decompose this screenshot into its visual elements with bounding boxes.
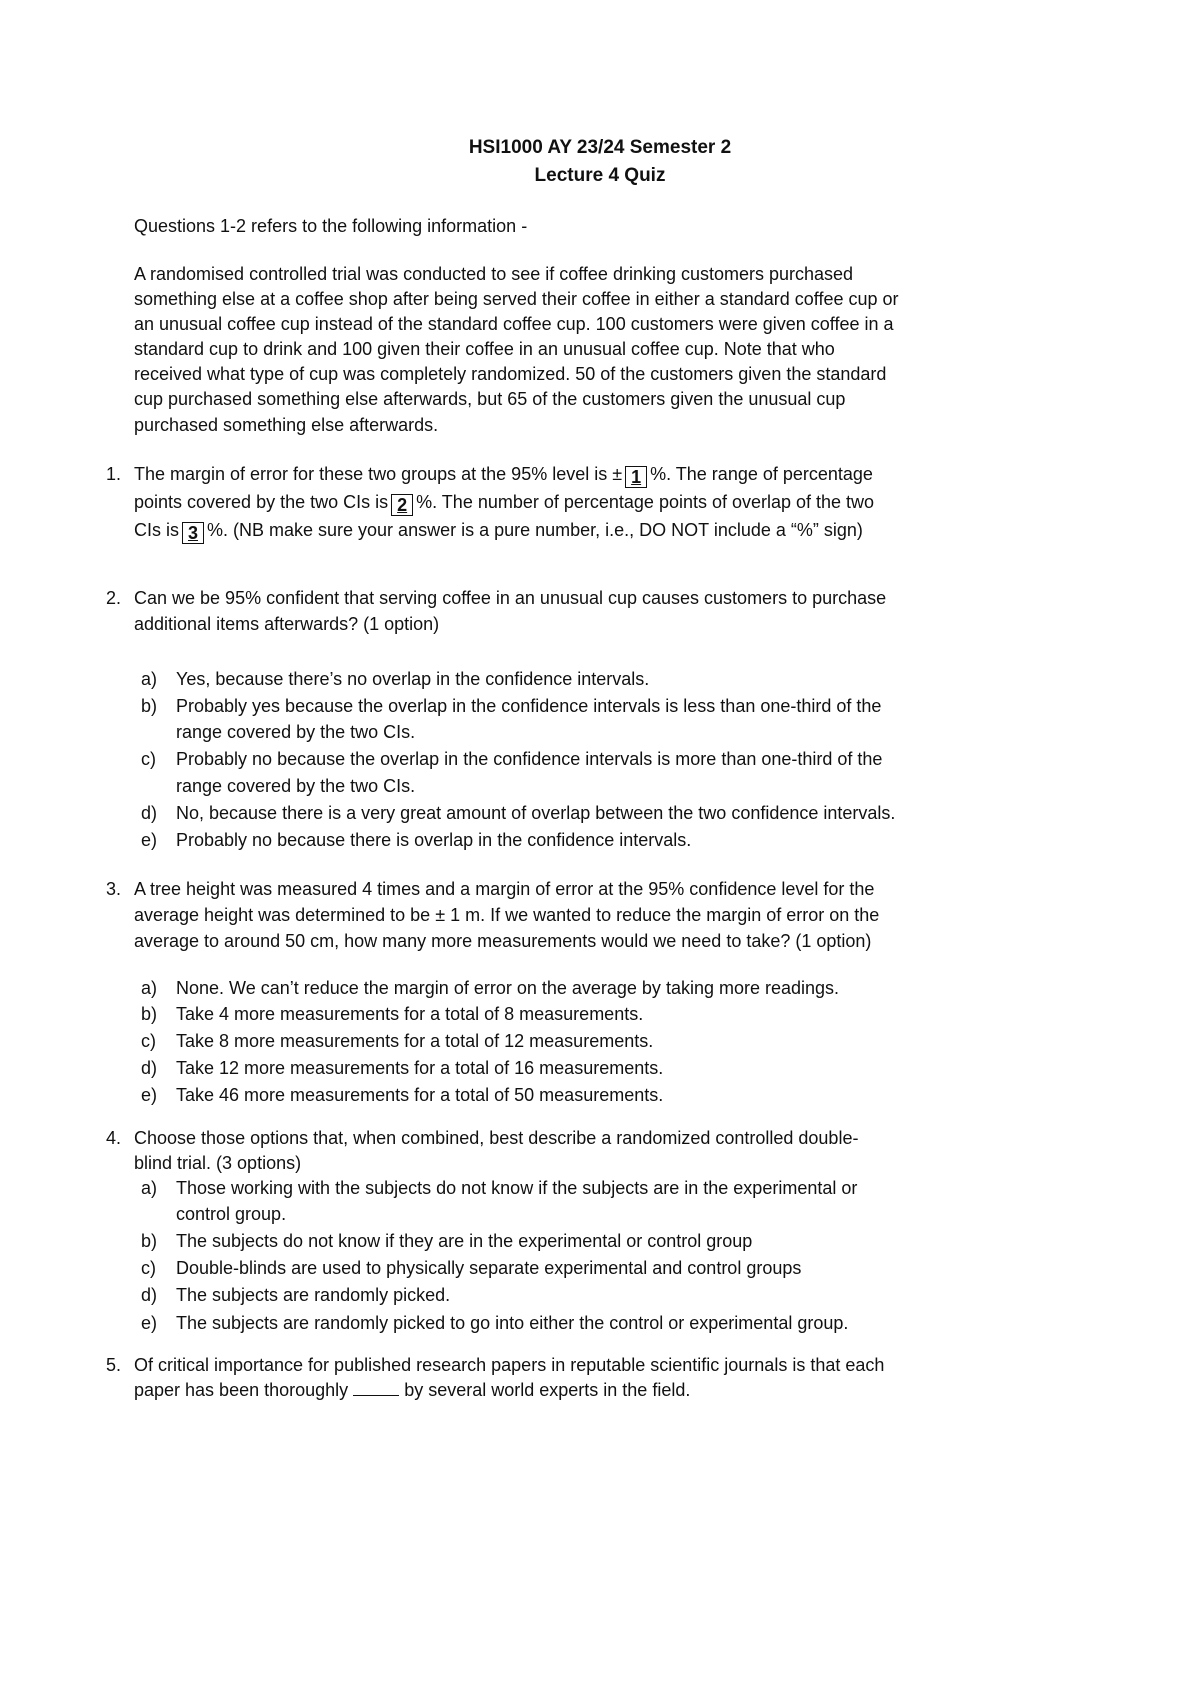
- option-c[interactable]: Take 8 more measurements for a total of 12 measurements.: [176, 1031, 654, 1051]
- option-e[interactable]: Probably no because there is overlap in the confidence intervals.: [176, 830, 692, 850]
- question-text: %. (NB make sure your answer is a pure number, i.e., DO NOT include a “%” sign): [207, 520, 863, 540]
- passage-line: an unusual coffee cup instead of the standard coffee cup. 100 customers were given coffee in a: [134, 314, 894, 334]
- question-text: average to around 50 cm, how many more measurements would we need to take? (1 option): [134, 931, 872, 951]
- question-text: blind trial. (3 options): [134, 1153, 302, 1173]
- option-d[interactable]: No, because there is a very great amount of overlap between the two confidence intervals.: [176, 803, 896, 823]
- question-text: Of critical importance for published research papers in reputable scientific journals is that each: [134, 1355, 885, 1375]
- option-letter: d): [141, 803, 158, 823]
- option-letter: e): [141, 830, 158, 850]
- fill-in-blank[interactable]: [353, 1379, 399, 1396]
- passage-line: purchased something else afterwards.: [134, 415, 439, 435]
- question-text: CIs is: [134, 520, 179, 540]
- option-e[interactable]: Take 46 more measurements for a total of 50 measurements.: [176, 1085, 664, 1105]
- question-text: additional items afterwards? (1 option): [134, 614, 440, 634]
- question-line: [134, 490, 874, 516]
- question-number: 5.: [106, 1355, 122, 1375]
- option-letter: d): [141, 1058, 158, 1078]
- question-text: %. The range of percentage: [650, 464, 873, 484]
- option-b[interactable]: Take 4 more measurements for a total of 8 measurements.: [176, 1004, 644, 1024]
- option-letter: a): [141, 978, 158, 998]
- passage-line: received what type of cup was completely randomized. 50 of the customers given the standard: [134, 364, 887, 384]
- option-letter: d): [141, 1285, 158, 1305]
- option-b-cont: range covered by the two CIs.: [176, 722, 416, 742]
- option-b[interactable]: Probably yes because the overlap in the confidence intervals is less than one-third of the: [176, 696, 882, 716]
- answer-box-2[interactable]: 2: [391, 494, 413, 516]
- question-text: %. The number of percentage points of overlap of the two: [416, 492, 875, 512]
- question-number: 4.: [106, 1128, 122, 1148]
- question-text: by several world experts in the field.: [404, 1380, 691, 1400]
- option-a[interactable]: Yes, because there’s no overlap in the confidence intervals.: [176, 669, 650, 689]
- passage-line: cup purchased something else afterwards, but 65 of the customers given the unusual cup: [134, 389, 846, 409]
- passage-line: something else at a coffee shop after being served their coffee in either a standard coffee cup or: [134, 289, 899, 309]
- option-letter: e): [141, 1085, 158, 1105]
- option-letter: b): [141, 1004, 158, 1024]
- option-letter: e): [141, 1313, 158, 1333]
- option-d[interactable]: The subjects are randomly picked.: [176, 1285, 451, 1305]
- question-line: [134, 1378, 690, 1402]
- option-c[interactable]: Probably no because the overlap in the confidence intervals is more than one-third of the: [176, 749, 883, 769]
- question-text: Choose those options that, when combined, best describe a randomized controlled double-: [134, 1128, 859, 1148]
- option-letter: b): [141, 1231, 158, 1251]
- question-number: 3.: [106, 879, 122, 899]
- question-text: paper has been thoroughly: [134, 1380, 349, 1400]
- option-a[interactable]: Those working with the subjects do not know if the subjects are in the experimental or: [176, 1178, 858, 1198]
- question-text: average height was determined to be ± 1 m. If we wanted to reduce the margin of error on the: [134, 905, 880, 925]
- option-letter: c): [141, 749, 156, 769]
- option-a-cont: control group.: [176, 1204, 287, 1224]
- option-c-cont: range covered by the two CIs.: [176, 776, 416, 796]
- option-b[interactable]: The subjects do not know if they are in the experimental or control group: [176, 1231, 753, 1251]
- document-title: HSI1000 AY 23/24 Semester 2: [468, 137, 732, 158]
- question-line: [134, 462, 873, 488]
- option-letter: a): [141, 669, 158, 689]
- option-e[interactable]: The subjects are randomly picked to go into either the control or experimental group.: [176, 1313, 849, 1333]
- document-subtitle: Lecture 4 Quiz: [534, 165, 666, 186]
- question-text: The margin of error for these two groups at the 95% level is ±: [134, 464, 623, 484]
- option-letter: b): [141, 696, 158, 716]
- passage-line: standard cup to drink and 100 given their coffee in an unusual coffee cup. Note that who: [134, 339, 835, 359]
- question-line: [134, 518, 863, 544]
- question-text: A tree height was measured 4 times and a margin of error at the 95% confidence level for the: [134, 879, 875, 899]
- option-a[interactable]: None. We can’t reduce the margin of error on the average by taking more readings.: [176, 978, 840, 998]
- question-text: points covered by the two CIs is: [134, 492, 389, 512]
- question-number: 2.: [106, 588, 122, 608]
- option-letter: a): [141, 1178, 158, 1198]
- question-text: Can we be 95% confident that serving coffee in an unusual cup causes customers to purchase: [134, 588, 887, 608]
- option-d[interactable]: Take 12 more measurements for a total of 16 measurements.: [176, 1058, 664, 1078]
- question-number: 1.: [106, 464, 122, 484]
- option-c[interactable]: Double-blinds are used to physically separate experimental and control groups: [176, 1258, 802, 1278]
- option-letter: c): [141, 1031, 156, 1051]
- passage-line: A randomised controlled trial was conducted to see if coffee drinking customers purchased: [134, 264, 854, 284]
- intro-text: Questions 1-2 refers to the following information -: [134, 216, 528, 236]
- answer-box-3[interactable]: 3: [182, 522, 204, 544]
- answer-box-1[interactable]: 1: [625, 466, 647, 488]
- option-letter: c): [141, 1258, 156, 1278]
